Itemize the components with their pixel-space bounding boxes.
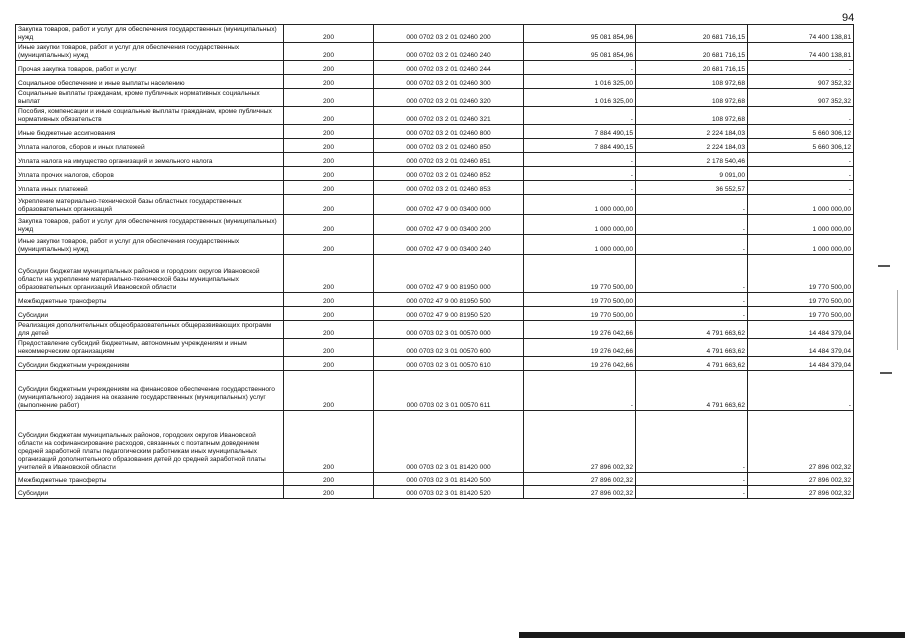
row-remainder: 907 352,32 <box>748 75 854 89</box>
row-approved: 19 276 042,66 <box>524 321 636 339</box>
row-remainder: - <box>748 107 854 125</box>
row-name: Межбюджетные трансферты <box>16 293 284 307</box>
table-row <box>16 125 854 139</box>
table-row <box>16 153 854 167</box>
row-kbk: 000 0702 47 9 00 03400 200 <box>374 215 524 235</box>
row-executed: - <box>636 411 748 473</box>
row-approved: - <box>524 61 636 75</box>
row-approved: 27 896 002,32 <box>524 486 636 499</box>
row-approved: 95 081 854,96 <box>524 43 636 61</box>
row-code: 200 <box>284 307 374 321</box>
row-executed: 9 091,00 <box>636 167 748 181</box>
table-row <box>16 473 854 486</box>
row-approved: 1 016 325,00 <box>524 89 636 107</box>
row-code: 200 <box>284 371 374 411</box>
row-approved: 7 884 490,15 <box>524 139 636 153</box>
row-kbk: 000 0702 03 2 01 02460 244 <box>374 61 524 75</box>
table-row <box>16 167 854 181</box>
row-name: Уплата налога на имущество организаций и земельного налога <box>16 153 284 167</box>
row-kbk: 000 0702 03 2 01 02460 852 <box>374 167 524 181</box>
row-remainder: 1 000 000,00 <box>748 215 854 235</box>
row-remainder: - <box>748 371 854 411</box>
row-kbk: 000 0702 47 9 00 81950 500 <box>374 293 524 307</box>
row-executed: - <box>636 473 748 486</box>
row-name: Социальные выплаты гражданам, кроме публичных нормативных социальных выплат <box>16 89 284 107</box>
table-row <box>16 339 854 357</box>
row-code: 200 <box>284 75 374 89</box>
table-row <box>16 43 854 61</box>
row-name: Уплата налогов, сборов и иных платежей <box>16 139 284 153</box>
row-code: 200 <box>284 25 374 43</box>
row-kbk: 000 0702 03 2 01 02460 240 <box>374 43 524 61</box>
row-name: Субсидии бюджетам муниципальных районов и городских округов Ивановской области на укрепление материально-технической базы муниципальных образовательных организаций Ивановской области <box>16 255 284 293</box>
row-kbk: 000 0702 03 2 01 02460 300 <box>374 75 524 89</box>
scan-mark <box>878 265 890 267</box>
row-approved: - <box>524 371 636 411</box>
row-executed: 36 552,57 <box>636 181 748 195</box>
row-executed: 2 224 184,03 <box>636 125 748 139</box>
row-approved: 1 000 000,00 <box>524 215 636 235</box>
row-approved: 19 770 500,00 <box>524 255 636 293</box>
row-code: 200 <box>284 255 374 293</box>
row-kbk: 000 0703 02 3 01 00570 600 <box>374 339 524 357</box>
row-executed: 108 972,68 <box>636 89 748 107</box>
row-name: Субсидии <box>16 486 284 499</box>
row-executed: 2 224 184,03 <box>636 139 748 153</box>
table-body <box>16 25 854 499</box>
row-remainder: 27 896 002,32 <box>748 473 854 486</box>
row-executed: 20 681 716,15 <box>636 61 748 75</box>
row-name: Прочая закупка товаров, работ и услуг <box>16 61 284 75</box>
row-code: 200 <box>284 235 374 255</box>
row-executed: - <box>636 195 748 215</box>
row-remainder: 5 660 306,12 <box>748 139 854 153</box>
row-remainder: 74 400 138,81 <box>748 25 854 43</box>
row-kbk: 000 0703 02 3 01 81420 520 <box>374 486 524 499</box>
row-executed: 4 791 663,62 <box>636 357 748 371</box>
row-name: Закупка товаров, работ и услуг для обеспечения государственных (муниципальных) нужд <box>16 25 284 43</box>
row-name: Закупка товаров, работ и услуг для обеспечения государственных (муниципальных) нужд <box>16 215 284 235</box>
row-code: 200 <box>284 321 374 339</box>
table-row <box>16 89 854 107</box>
table-row <box>16 411 854 473</box>
row-remainder: - <box>748 153 854 167</box>
row-approved: 7 884 490,15 <box>524 125 636 139</box>
table-row <box>16 255 854 293</box>
scan-mark <box>880 372 892 374</box>
row-code: 200 <box>284 89 374 107</box>
row-kbk: 000 0702 47 9 00 81950 000 <box>374 255 524 293</box>
row-name: Уплата иных платежей <box>16 181 284 195</box>
row-kbk: 000 0702 47 9 00 03400 240 <box>374 235 524 255</box>
row-name: Социальное обеспечение и иные выплаты населению <box>16 75 284 89</box>
row-executed: 4 791 663,62 <box>636 321 748 339</box>
row-name: Уплата прочих налогов, сборов <box>16 167 284 181</box>
row-approved: - <box>524 181 636 195</box>
row-remainder: 19 770 500,00 <box>748 255 854 293</box>
budget-table <box>15 24 854 499</box>
scan-mark <box>897 290 898 350</box>
row-kbk: 000 0703 02 3 01 81420 500 <box>374 473 524 486</box>
row-name: Реализация дополнительных общеобразовательных общеразвивающих программ для детей <box>16 321 284 339</box>
row-name: Иные бюджетные ассигнования <box>16 125 284 139</box>
row-name: Пособия, компенсации и иные социальные выплаты гражданам, кроме публичных нормативных обязательств <box>16 107 284 125</box>
row-remainder: 14 484 379,04 <box>748 321 854 339</box>
table-row <box>16 75 854 89</box>
row-kbk: 000 0702 47 9 00 03400 000 <box>374 195 524 215</box>
table-row <box>16 293 854 307</box>
table-row <box>16 181 854 195</box>
row-code: 200 <box>284 153 374 167</box>
row-executed: 2 178 540,46 <box>636 153 748 167</box>
row-remainder: 74 400 138,81 <box>748 43 854 61</box>
row-approved: 95 081 854,96 <box>524 25 636 43</box>
row-code: 200 <box>284 215 374 235</box>
row-approved: - <box>524 107 636 125</box>
row-executed: - <box>636 255 748 293</box>
row-executed: 108 972,68 <box>636 75 748 89</box>
row-name: Субсидии бюджетным учреждениям на финансовое обеспечение государственного (муниципального) задания на оказание государственных (муниципальных) услуг (выполнение работ) <box>16 371 284 411</box>
row-code: 200 <box>284 195 374 215</box>
row-executed: 20 681 716,15 <box>636 43 748 61</box>
row-name: Межбюджетные трансферты <box>16 473 284 486</box>
row-remainder: - <box>748 61 854 75</box>
table-row <box>16 25 854 43</box>
row-approved: 1 000 000,00 <box>524 195 636 215</box>
row-kbk: 000 0702 03 2 01 02460 321 <box>374 107 524 125</box>
row-code: 200 <box>284 473 374 486</box>
row-kbk: 000 0702 03 2 01 02460 850 <box>374 139 524 153</box>
row-kbk: 000 0702 47 9 00 81950 520 <box>374 307 524 321</box>
page-number: 94 <box>842 12 855 24</box>
row-name: Иные закупки товаров, работ и услуг для обеспечения государственных (муниципальных) нужд <box>16 235 284 255</box>
row-executed: 4 791 663,62 <box>636 371 748 411</box>
row-name: Субсидии <box>16 307 284 321</box>
row-code: 200 <box>284 167 374 181</box>
table-row <box>16 307 854 321</box>
row-code: 200 <box>284 293 374 307</box>
table-row <box>16 321 854 339</box>
row-code: 200 <box>284 339 374 357</box>
row-executed: - <box>636 486 748 499</box>
row-approved: 1 000 000,00 <box>524 235 636 255</box>
table-row <box>16 371 854 411</box>
row-executed: - <box>636 293 748 307</box>
row-code: 200 <box>284 181 374 195</box>
row-approved: 27 896 002,32 <box>524 411 636 473</box>
table-row <box>16 215 854 235</box>
row-remainder: 27 896 002,32 <box>748 486 854 499</box>
row-approved: 19 770 500,00 <box>524 307 636 321</box>
row-name: Укрепление материально-технической базы областных государственных образовательных организаций <box>16 195 284 215</box>
row-code: 200 <box>284 61 374 75</box>
row-kbk: 000 0702 03 2 01 02460 853 <box>374 181 524 195</box>
row-kbk: 000 0703 02 3 01 00570 000 <box>374 321 524 339</box>
row-approved: - <box>524 153 636 167</box>
row-kbk: 000 0702 03 2 01 02460 851 <box>374 153 524 167</box>
row-approved: - <box>524 167 636 181</box>
row-remainder: 1 000 000,00 <box>748 195 854 215</box>
row-code: 200 <box>284 411 374 473</box>
row-kbk: 000 0702 03 2 01 02460 200 <box>374 25 524 43</box>
row-remainder: 27 896 002,32 <box>748 411 854 473</box>
row-name: Предоставление субсидий бюджетным, автономным учреждениям и иным некоммерческим организациям <box>16 339 284 357</box>
row-code: 200 <box>284 125 374 139</box>
row-approved: 19 276 042,66 <box>524 357 636 371</box>
row-remainder: - <box>748 181 854 195</box>
row-remainder: 14 484 379,04 <box>748 357 854 371</box>
row-code: 200 <box>284 43 374 61</box>
row-name: Субсидии бюджетным учреждениям <box>16 357 284 371</box>
row-kbk: 000 0703 02 3 01 00570 610 <box>374 357 524 371</box>
row-executed: - <box>636 215 748 235</box>
table-row <box>16 139 854 153</box>
row-executed: 20 681 716,15 <box>636 25 748 43</box>
row-code: 200 <box>284 107 374 125</box>
row-remainder: 5 660 306,12 <box>748 125 854 139</box>
row-name: Субсидии бюджетам муниципальных районов, городских округов Ивановской области на софинансирование расходов, связанных с поэтапным доведением средней заработной платы педагогическим работникам иных муниципальных организаций дополнительного образования детей до средней заработной платы учителей в Ивановской области <box>16 411 284 473</box>
row-code: 200 <box>284 357 374 371</box>
row-executed: 108 972,68 <box>636 107 748 125</box>
row-approved: 19 276 042,66 <box>524 339 636 357</box>
row-kbk: 000 0702 03 2 01 02460 320 <box>374 89 524 107</box>
row-remainder: 14 484 379,04 <box>748 339 854 357</box>
table-row <box>16 357 854 371</box>
row-remainder: - <box>748 167 854 181</box>
table-row <box>16 195 854 215</box>
row-kbk: 000 0703 02 3 01 81420 000 <box>374 411 524 473</box>
row-kbk: 000 0703 02 3 01 00570 611 <box>374 371 524 411</box>
row-code: 200 <box>284 486 374 499</box>
row-approved: 19 770 500,00 <box>524 293 636 307</box>
row-kbk: 000 0702 03 2 01 02460 800 <box>374 125 524 139</box>
row-code: 200 <box>284 139 374 153</box>
scan-edge-stripe <box>519 632 905 638</box>
row-executed: 4 791 663,62 <box>636 339 748 357</box>
row-remainder: 907 352,32 <box>748 89 854 107</box>
row-approved: 1 016 325,00 <box>524 75 636 89</box>
table-row <box>16 61 854 75</box>
row-approved: 27 896 002,32 <box>524 473 636 486</box>
row-executed: - <box>636 235 748 255</box>
row-remainder: 19 770 500,00 <box>748 293 854 307</box>
row-remainder: 1 000 000,00 <box>748 235 854 255</box>
row-name: Иные закупки товаров, работ и услуг для обеспечения государственных (муниципальных) нужд <box>16 43 284 61</box>
row-executed: - <box>636 307 748 321</box>
table-row <box>16 235 854 255</box>
table-row <box>16 107 854 125</box>
row-remainder: 19 770 500,00 <box>748 307 854 321</box>
table-row <box>16 486 854 499</box>
